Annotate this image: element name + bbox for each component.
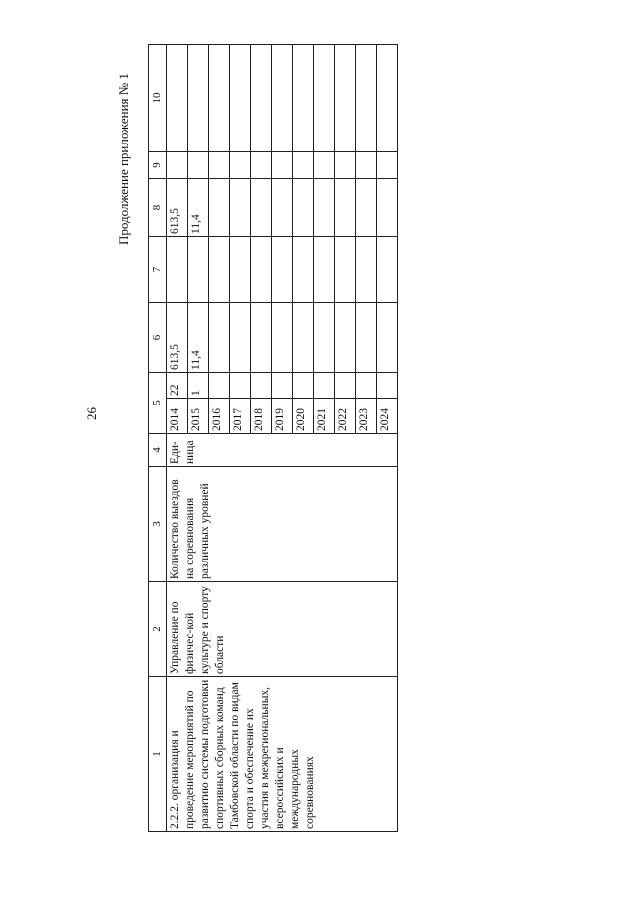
- value-col9-cell: [377, 152, 398, 179]
- column-header-2: 2: [149, 582, 167, 677]
- appendix-continuation-note: Продолжение приложения № 1: [116, 73, 131, 245]
- value-col8-cell: [377, 179, 398, 237]
- value-col7-cell: [230, 237, 251, 303]
- year-cell: 2017: [230, 399, 251, 434]
- value-col5-cell: [230, 373, 251, 399]
- value-col9-cell: [335, 152, 356, 179]
- value-col6-cell: [293, 303, 314, 373]
- value-col7-cell: [335, 237, 356, 303]
- column-header-4: 4: [149, 434, 167, 467]
- value-col7-cell: [356, 237, 377, 303]
- value-col5-cell: [209, 373, 230, 399]
- program-table: [148, 44, 398, 832]
- value-col7-cell: [251, 237, 272, 303]
- year-cell: 2016: [209, 399, 230, 434]
- column-header-3: 3: [149, 467, 167, 582]
- rotated-table-wrapper: [148, 45, 578, 832]
- value-col10-cell: [356, 45, 377, 152]
- value-col6-cell: [335, 303, 356, 373]
- value-col6-cell: [314, 303, 335, 373]
- value-col10-cell: [167, 45, 188, 152]
- value-col5-cell: 1: [188, 373, 209, 399]
- value-col8-cell: [314, 179, 335, 237]
- value-col7-cell: [377, 237, 398, 303]
- value-col9-cell: [167, 152, 188, 179]
- value-col8-cell: 613,5: [167, 179, 188, 237]
- value-col6-cell: [356, 303, 377, 373]
- year-cell: 2023: [356, 399, 377, 434]
- year-cell: 2021: [314, 399, 335, 434]
- indicator-cell: Количество выездов на соревнования различных уровней: [167, 467, 398, 582]
- value-col8-cell: [209, 179, 230, 237]
- value-col6-cell: 613,5: [167, 303, 188, 373]
- value-col6-cell: [377, 303, 398, 373]
- value-col10-cell: [293, 45, 314, 152]
- column-header-7: 7: [149, 237, 167, 303]
- value-col7-cell: [293, 237, 314, 303]
- value-col9-cell: [188, 152, 209, 179]
- column-header-6: 6: [149, 303, 167, 373]
- column-header-5: 5: [149, 373, 167, 434]
- column-header-9: 9: [149, 152, 167, 179]
- value-col8-cell: [272, 179, 293, 237]
- column-header-1: 1: [149, 677, 167, 832]
- column-number-row: [149, 45, 167, 832]
- value-col5-cell: [356, 373, 377, 399]
- table-body: [167, 45, 398, 832]
- value-col8-cell: [335, 179, 356, 237]
- value-col10-cell: [377, 45, 398, 152]
- table-row: [167, 45, 188, 832]
- value-col10-cell: [251, 45, 272, 152]
- value-col6-cell: [251, 303, 272, 373]
- value-col5-cell: [293, 373, 314, 399]
- value-col5-cell: [377, 373, 398, 399]
- value-col5-cell: [251, 373, 272, 399]
- column-header-8: 8: [149, 179, 167, 237]
- year-cell: 2022: [335, 399, 356, 434]
- value-col7-cell: [167, 237, 188, 303]
- column-header-10: 10: [149, 45, 167, 152]
- page-number: 26: [84, 407, 99, 420]
- value-col9-cell: [272, 152, 293, 179]
- value-col6-cell: [230, 303, 251, 373]
- unit-cell: Еди-ница: [167, 434, 398, 467]
- value-col10-cell: [188, 45, 209, 152]
- year-cell: 2014: [167, 399, 188, 434]
- value-col10-cell: [314, 45, 335, 152]
- value-col10-cell: [209, 45, 230, 152]
- value-col6-cell: [272, 303, 293, 373]
- value-col7-cell: [188, 237, 209, 303]
- value-col5-cell: [272, 373, 293, 399]
- value-col10-cell: [272, 45, 293, 152]
- value-col8-cell: [293, 179, 314, 237]
- value-col8-cell: [356, 179, 377, 237]
- value-col9-cell: [356, 152, 377, 179]
- value-col9-cell: [230, 152, 251, 179]
- value-col7-cell: [314, 237, 335, 303]
- executor-cell: Управление по физичес-кой культуре и спорту области: [167, 582, 398, 677]
- value-col8-cell: [230, 179, 251, 237]
- value-col9-cell: [209, 152, 230, 179]
- value-col5-cell: 22: [167, 373, 188, 399]
- year-cell: 2019: [272, 399, 293, 434]
- value-col10-cell: [335, 45, 356, 152]
- value-col6-cell: 11,4: [188, 303, 209, 373]
- value-col6-cell: [209, 303, 230, 373]
- year-cell: 2018: [251, 399, 272, 434]
- value-col9-cell: [251, 152, 272, 179]
- value-col10-cell: [230, 45, 251, 152]
- year-cell: 2024: [377, 399, 398, 434]
- value-col5-cell: [335, 373, 356, 399]
- value-col9-cell: [314, 152, 335, 179]
- value-col8-cell: 11,4: [188, 179, 209, 237]
- value-col9-cell: [293, 152, 314, 179]
- value-col7-cell: [209, 237, 230, 303]
- activity-cell: 2.2.2. организация и проведение мероприятий по развитию системы подготовки спортивных сборных команд Тамбовской области по видам спорта и обеспечение их участия в межрегиональных, всероссийских и международных соревнованиях: [167, 677, 398, 832]
- value-col5-cell: [314, 373, 335, 399]
- year-cell: 2015: [188, 399, 209, 434]
- value-col7-cell: [272, 237, 293, 303]
- value-col8-cell: [251, 179, 272, 237]
- year-cell: 2020: [293, 399, 314, 434]
